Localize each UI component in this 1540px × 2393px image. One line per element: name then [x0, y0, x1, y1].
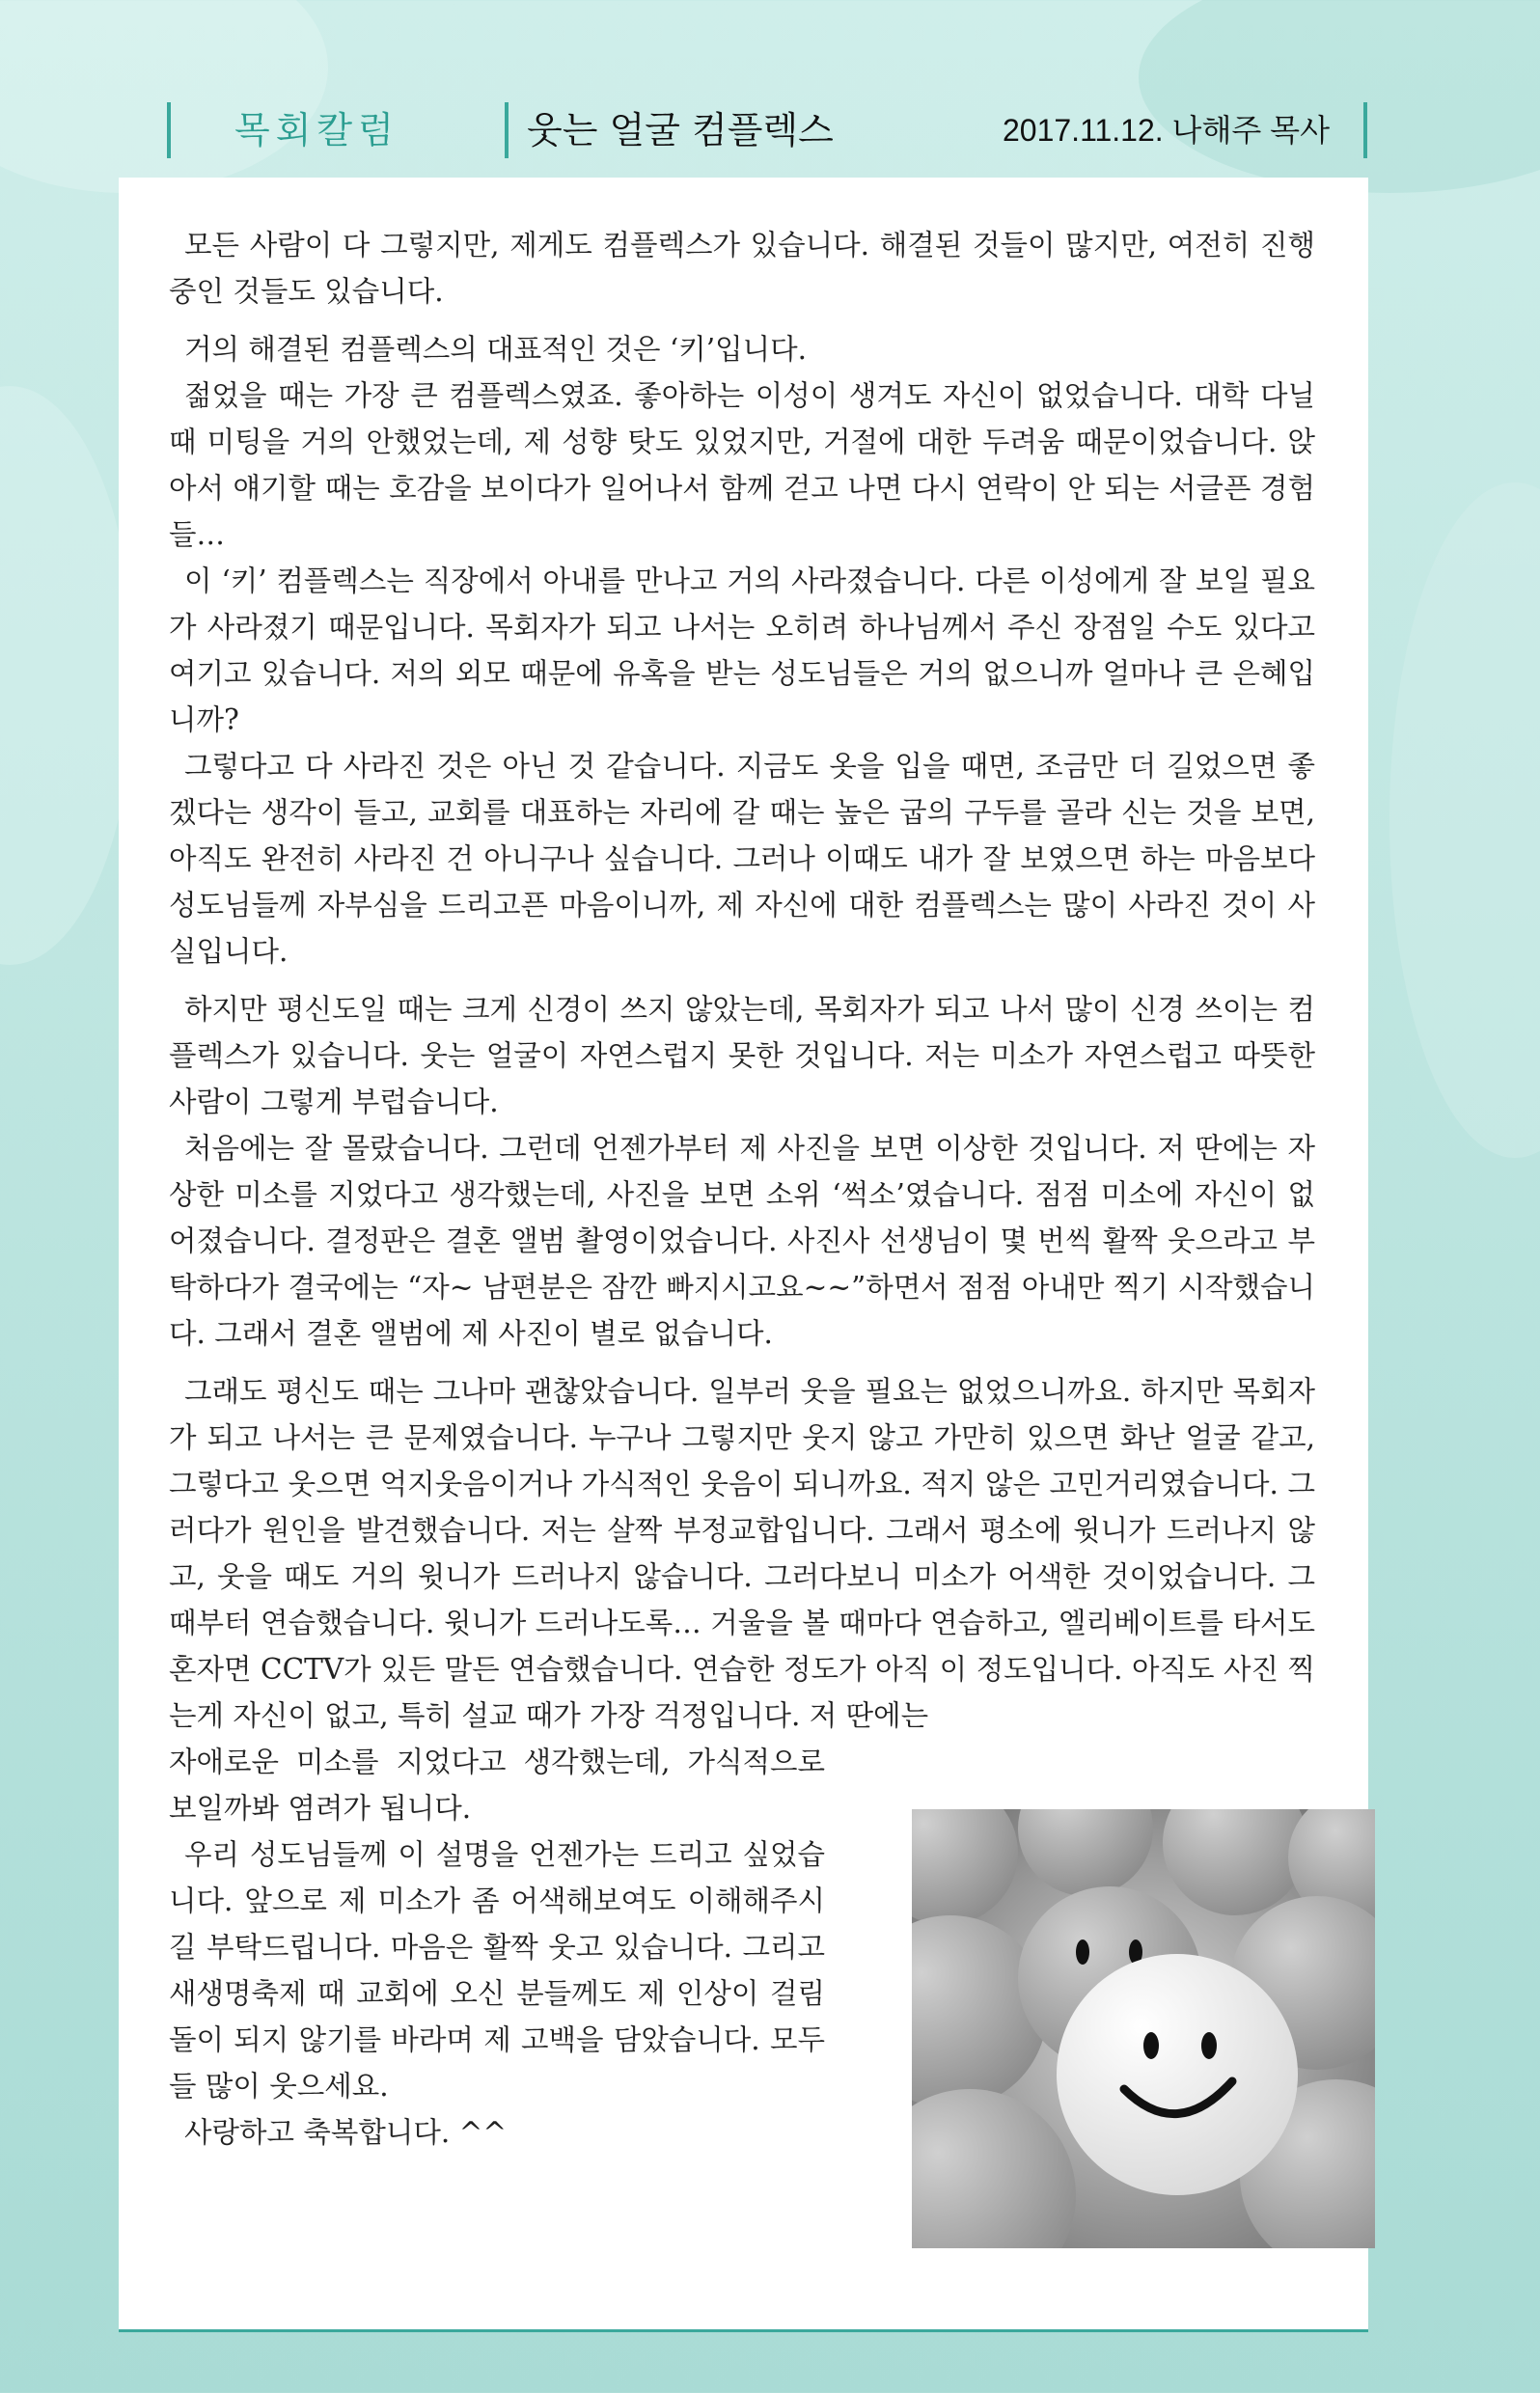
paragraph: 그래도 평신도 때는 그나마 괜찮았습니다. 일부러 웃을 필요는 없었으니까요. 하지만 목회자가 되고 나서는 큰 문제였습니다. 누구나 그렇지만 웃지 않고 가만히 있으면 화난 얼굴 같고, 그렇다고 웃으면 억지웃음이거나 가식적인 웃음이 되니까요. 적지 않은 고민거리였습니다. 그러다가 원인을 발견했습니다. 저는 살짝 부정교합입니다. 그래서 평소에 윗니가 드러나지 않고, 웃을 때도 거의 윗니가 드러나지 않습니다. 그러다보니 미소가 어색한 것이었습니다. 그 때부터 연습했습니다. 윗니가 드러나도록… 거울을 볼 때마다 연습하고, 엘리베이트를 타서도 혼자면 CCTV가 있든 말든 연습했습니다. 연습한 정도가 아직 이 정도입니다. 아직도 사진 찍는게 자신이 없고, 특히 설교 때가 가장 걱정입니다. 저 딴에는 [169, 1375, 1315, 1732]
paragraph: 거의 해결된 컴플렉스의 대표적인 것은 ‘키’입니다. [184, 333, 807, 366]
white-smiley-ball [1057, 1954, 1298, 2195]
paragraph: 하지만 평신도일 때는 크게 신경이 쓰지 않았는데, 목회자가 되고 나서 많이 신경 쓰이는 컴플렉스가 있습니다. 웃는 얼굴이 자연스럽지 못한 것입니다. 저는 미소가 자연스럽고 따뜻한 사람이 그렇게 부럽습니다. [169, 993, 1315, 1118]
paragraph: 그렇다고 다 사라진 것은 아닌 것 같습니다. 지금도 옷을 입을 때면, 조금만 더 길었으면 좋겠다는 생각이 들고, 교회를 대표하는 자리에 갈 때는 높은 굽의 구두를 골라 신는 것을 보면, 아직도 완전히 사라진 건 아니구나 싶습니다. 그러나 이때도 내가 잘 보였으면 하는 마음보다 성도님들께 자부심을 드리고픈 마음이니까, 제 자신에 대한 컴플렉스는 많이 사라진 것이 사실입니다. [169, 750, 1315, 968]
column-title: 웃는 얼굴 컴플렉스 [527, 109, 834, 151]
header-divider-right [1363, 102, 1367, 158]
gray-ball [1018, 1809, 1153, 1896]
gray-ball [912, 2089, 1076, 2248]
paragraph: 이 ‘키’ 컴플렉스는 직장에서 아내를 만나고 거의 사라졌습니다. 다른 이성에게 잘 보일 필요가 사라졌기 때문입니다. 목회자가 되고 나서는 오히려 하나님께서 주신 장점일 수도 있다고 여기고 있습니다. 저의 외모 때문에 유혹을 받는 성도님들은 거의 없으니까 얼마나 큰 은혜입니까? [169, 564, 1315, 736]
header-divider-middle [505, 102, 509, 158]
wrap-column [169, 1739, 825, 2156]
date-author: 2017.11.12. 나해주 목사 [1002, 113, 1330, 148]
gray-ball [1163, 1809, 1307, 1915]
column-header [119, 85, 1368, 174]
paragraph: 모든 사람이 다 그렇지만, 제게도 컴플렉스가 있습니다. 해결된 것들이 많지만, 여전히 진행 중인 것들도 있습니다. [169, 229, 1315, 308]
background-petal-shape-right [1389, 482, 1540, 1158]
paragraph: 자애로운 미소를 지었다고 생각했는데, 가식적으로 보일까봐 염려가 됩니다. [169, 1746, 825, 1825]
background-petal-shape [0, 386, 135, 965]
gray-ball [912, 1809, 1018, 1925]
paragraph: 처음에는 잘 몰랐습니다. 그런데 언젠가부터 제 사진을 보면 이상한 것입니다. 저 딴에는 자상한 미소를 지었다고 생각했는데, 사진을 보면 소위 ‘썩소’였습니다. 점점 미소에 자신이 없어졌습니다. 결정판은 결혼 앨범 촬영이었습니다. 사진사 선생님이 몇 번씩 활짝 웃으라고 부탁하다가 결국에는 “자~ 남편분은 잠깐 빠지시고요~~”하면서 점점 아내만 찍기 시작했습니다. 그래서 결혼 앨범에 제 사진이 별로 없습니다. [169, 1132, 1315, 1350]
header-divider-left [167, 102, 171, 158]
closing-line: 사랑하고 축복합니다. ^^ [184, 2116, 508, 2149]
paragraph: 우리 성도님들께 이 설명을 언젠가는 드리고 싶었습니다. 앞으로 제 미소가 좀 어색해보여도 이해해주시길 부탁드립니다. 마음은 활짝 웃고 있습니다. 그리고 새생명축제 때 교회에 오신 분들께도 제 인상이 걸림돌이 되지 않기를 바라며 제 고백을 담았습니다. 모두들 많이 웃으세요. [169, 1838, 825, 2103]
paragraph: 젊었을 때는 가장 큰 컴플렉스였죠. 좋아하는 이성이 생겨도 자신이 없었습니다. 대학 다닐 때 미팅을 거의 안했었는데, 제 성향 탓도 있었지만, 거절에 대한 두려움 때문이었습니다. 앉아서 얘기할 때는 호감을 보이다가 일어나서 함께 걷고 나면 다시 연락이 안 되는 서글픈 경험들… [169, 379, 1315, 551]
article-panel [119, 178, 1368, 2332]
column-name: 목회칼럼 [234, 109, 399, 151]
smiley-balls-photo [912, 1809, 1375, 2248]
smile-face-icon [1057, 1954, 1298, 2195]
